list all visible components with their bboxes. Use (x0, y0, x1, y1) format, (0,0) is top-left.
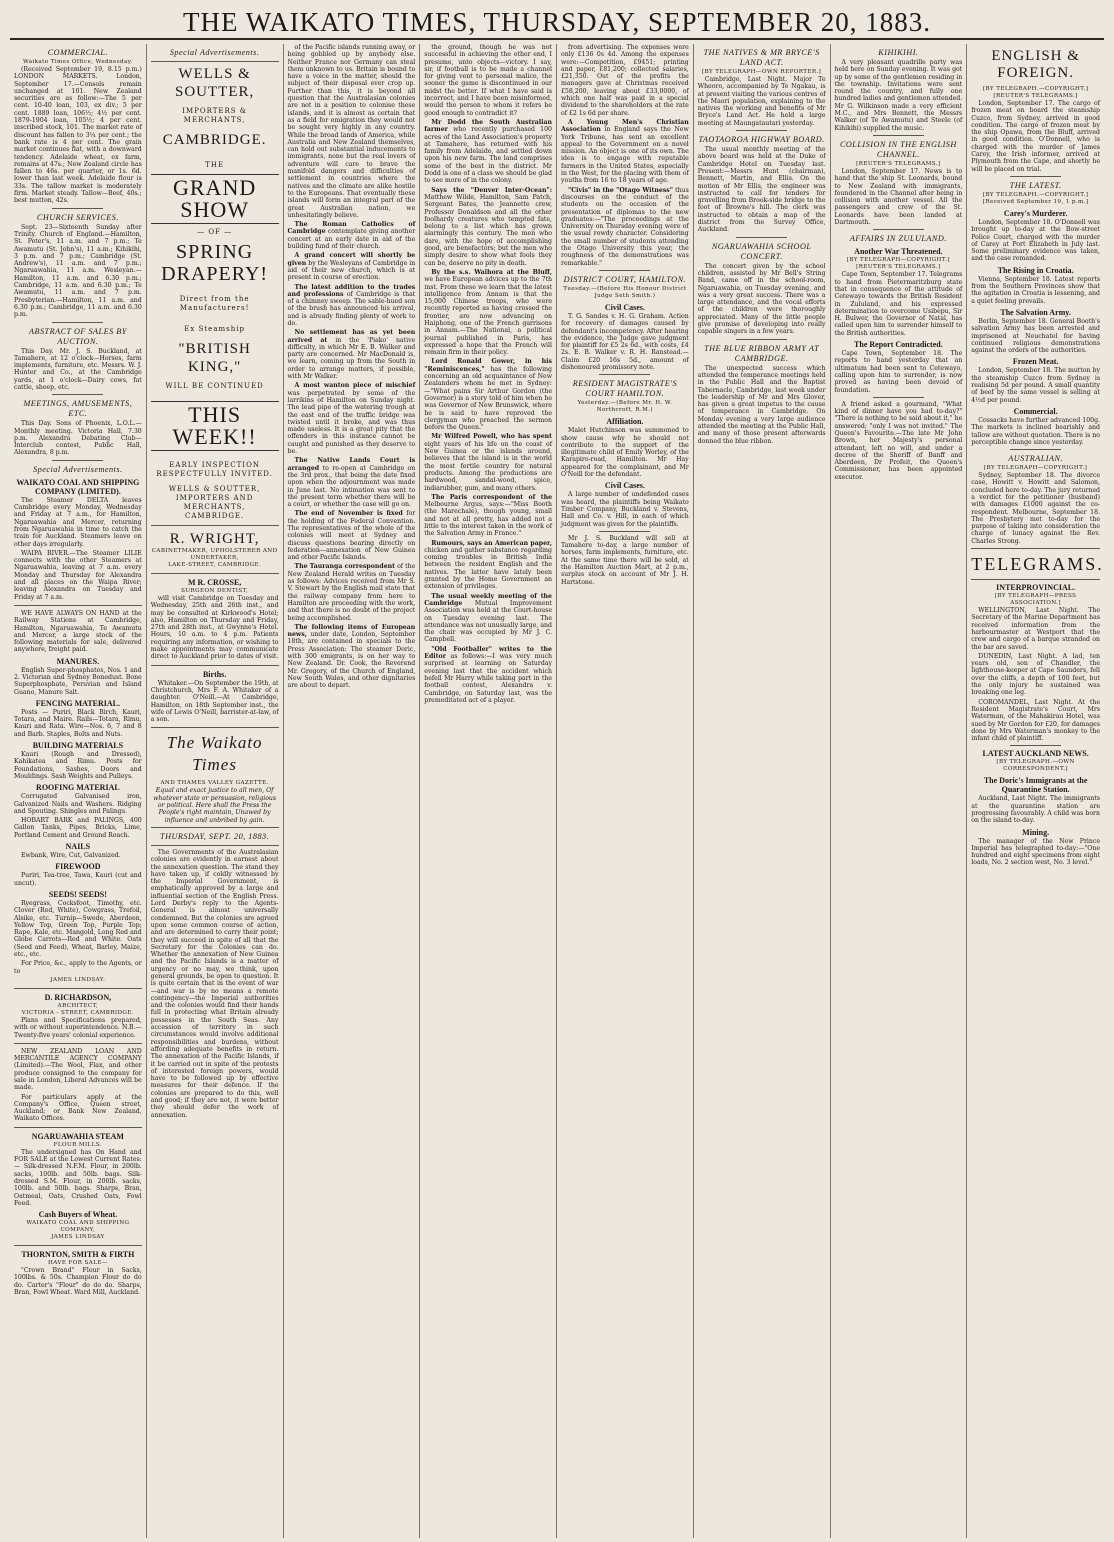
masthead (10, 6, 1104, 40)
district-civil: Civil Cases. (604, 302, 645, 312)
crosse-sub: SURGEON DENTIST, (181, 588, 249, 594)
resident-civil-body: A large number of undefended cases was heard, the plaintiffs being Waikato Timber Company, Buckland v. Stevens, Hall and Co. v. Hill, in each of which judgment was given for the plaintiffs. (561, 491, 689, 528)
ymca-heading: A Young Men's Christian Association (561, 118, 689, 134)
building-body: Kauri (Rough and Dressed), Kahikatea and Rimu. Posts for Foundations, Sashes, Doors and Mouldings. Sash Weights and Pulleys. (14, 751, 142, 780)
english-sub: [BY TELEGRAPH.—COPYRIGHT.] (982, 86, 1089, 92)
heading-church: CHURCH SERVICES. (36, 212, 119, 222)
column-5 (557, 44, 694, 1538)
tauranga-heading: The Tauranga correspondent (294, 563, 396, 571)
resident-body: Malet Hutchinson was summoned to show cause why he should not contribute to the support of the illegitimate child of Emily Worley, of the Karapiro-road, Hamilton. Mr Hay appeared for the complainant, and Mr O'Neill for the defendant. (561, 427, 689, 479)
paper-sub: AND THAMES VALLEY GAZETTE. (160, 780, 269, 787)
nzloan-body-2: For particulars apply at the Company's Office, Queen street, Auckland; or Bank New Zealand, Waikato Offices. (14, 1093, 142, 1123)
leader-body: The Governments of the Australasian colonies are evidently in earnest about the annexation question. The stand they have taken up, if coldly witnessed by the Imperial Government, is emphatically approved by a large and influential section of the English Press. Lord Derby's reply to the Agents-General is almost universally condemned. But the colonies are agreed upon some common course of action, and are determined to carry their point; they will succeed in spite of all that the Secretary for the Colonies can do. Whether the annexation of New Guinea and the Pacific Islands is a matter of urgency or no may, we think, upon general grounds, be open to question. It is quite certain that in the event of war—and war is by no means a remote contingency—the Imperial authorities and the colonies would find their hands full in protecting what Britain already possesses in the South Seas. Any accession of territory in such circumstances would involve additional responsibilities and burdens, without affording adequate benefits in return. The annexation of the Pacific Islands, if it be carried out in spite of the protests of interested foreign powers, would have to be followed up by effective measures for their defence. If the colonies are prepared to do this, well and good; if they are not, it were better they should defer the work of annexation. (150, 848, 279, 1119)
following-heading: The following items of European news, (287, 623, 416, 639)
divider (52, 208, 103, 209)
interprov-heading: INTERPROVINCIAL. (996, 583, 1076, 593)
resident-sub: Yesterday.—(Before Mr. H. W. Northcroft, R.M.) (577, 400, 673, 414)
firewood-body: Puriri, Tea-tree, Tawa, Kauri (cut and uncut). (14, 872, 142, 887)
settlement-heading: No settlement has as yet been arrived at (287, 329, 416, 344)
ymca-body: in England says the New York Tribune, has sent an excellent appeal to the Government on a novel mission. An object is one of its own. The idea is to engage with reputable farmers in the United States, especially in the West, for the placing with them of youths from 16 to 18 years of age. (561, 126, 689, 185)
waikato-coal-body: The Steamer DELTA leaves Cambridge every Monday, Wednesday and Friday at 7 a.m., for Hamilton, Ngaruawahia and Mercer, returning from Ngaruawahia in time to catch the train for Auckland. Steamers leave on other days irregularly. (14, 496, 142, 548)
hobart-body: HOBART BARK and PALINGS, 400 Gallon Tanks, Pipes, Bricks, Lime, Portland Cement and Ground Roach. (14, 817, 142, 839)
rumours-body: chicken and gather substance regarding coming troubles in British India between the resident English and the natives. The latter have lately been granted by the Home Government an extension of privileges. (424, 546, 552, 591)
seeds-body: Ryegrass, Cocksfoot, Timothy, etc. Clover (Red, White), Cowgrass, Trefoil, Alsike, etc. Turnip—Swede, Aberdeen, Yellow Top, Green Top, Purple Top; Rape, Kale, etc. Mangold, Long Red and Globe Carrots—Red and White. Oats (Seed and Feed), Wheat, Barley, Maize, etc., etc. (14, 899, 142, 959)
interprov-body: WELLINGTON, Last Night. The Secretary of the Marine Department has received information from the harbourmaster at Westport that the crew and cargo of a barque stranded on the bar are saved. (971, 607, 1100, 651)
wells-place: CAMBRIDGE. (162, 132, 267, 148)
resident-civil: Civil Cases. (604, 481, 645, 491)
ad-separator (151, 573, 279, 574)
collision-heading: COLLISION IN THE ENGLISH CHANNEL. (839, 139, 957, 159)
following-body: under date, London, September 18th, are contained in specials to the Press Association: The steamer Doric, with 300 emigrants, is on her way to New Zealand. Dr. Cook, the Reverend Mr. Gregory, of the Church of England, New South Wales, and other dignitaries are about to depart. (287, 631, 416, 690)
end-body: for the holding of the Federal Convention. The representatives of the whole of the colonies will meet at Sydney and discuss questions bearing directly on federation—annexation of New Guinea and other Pacific Islands. (287, 510, 416, 562)
divider (52, 322, 103, 323)
nails-title: NAILS (65, 842, 91, 852)
roman-body: contemplate giving another concert at an early date in aid of the building fund of their church. (287, 228, 416, 251)
date-line: THURSDAY, SEPT. 20, 1883. (160, 831, 270, 841)
lindsay-sign: JAMES LINDSAY. (50, 976, 106, 983)
divider (52, 394, 103, 395)
gower-heading: Lord Ronald Gower, in his "Reminiscences," (424, 358, 552, 373)
powell-body: eight years of his life on the coast of New Guinea or the islands around, believes that the island is in the world the most fertile country for natural products. Among the productions are hardwood, sandal-wood, spice, indiarubber, gum, and many others. (424, 440, 552, 492)
ngaru-school-body: The concert given by the school children, assisted by Mr Bell's String Band, came off in the school-room, Ngaruawahia, on Tuesday evening, and was a very great success. There was a large attendance, and the vocal efforts of the children were thoroughly appreciated. Many of the little people give promise of developing into really capable singers in a few years. (697, 262, 826, 336)
district-body: T. G. Sandes v. H. G. Graham. Action for recovery of damages caused by defendant's incompetency. After hearing the evidence, the Judge gave judgment for plaintiff for £5 2s 6d., with costs, £4 2s. E. B. Walker v. R. H. Ranstead.—Claim £20 16s 5d., amount of dishonoured promissory note. (561, 312, 689, 371)
latest-heading: THE LATEST. (1009, 180, 1062, 190)
kihikihi-heading: KIHIKIHI. (878, 48, 919, 57)
denver-body: Matthew Wilde, Hamilton, Sam Patch, Sergeant Bates, the Jeannette crew, Professor Donaldson and all the other foolhardy creatures who tempted fate, belong to a list which has grown alarmingly this century. The men who dare, with the hope of accomplishing good, are benefactors; but the men who simply desire to show what fools they can be, deserve no pity in death. (424, 193, 552, 267)
this-week-title: THIS WEEK!! (151, 401, 279, 451)
auckland-heading: LATEST AUCKLAND NEWS. (982, 749, 1089, 759)
zulu-sub-2: [REUTER'S TELEGRAMS.] (856, 264, 941, 271)
divider (1010, 745, 1062, 746)
croatia-heading: The Rising in Croatia. (997, 265, 1074, 275)
waipa-body: WAIPA RIVER.—The Steamer LILIE connects with the other Steamers at Ngaruawahia, leaving at 7 a.m. every Monday and Thursday for Alexandra and all places on the Waipa River; leaving Alexandra on Tuesday and Friday at 7 a.m. (14, 549, 142, 601)
roman-heading: The Roman Catholics of Cambridge (287, 221, 416, 236)
nails-body: Ewbank, Wire, Cut, Galvanized. (21, 852, 121, 860)
australian-heading: AUSTRALIAN. (1008, 454, 1064, 464)
salvation-heading: The Salvation Army. (1000, 307, 1071, 317)
column-3 (284, 44, 421, 1538)
crosse-body: will visit Cambridge on Tuesday and Wednesday, 25th and 26th inst., and may be consulted at Kirkwood's Hotel; also, Hamilton on Thursday and Friday, 27th and 28th inst., at Gwynne's Hotel. Hours, 10 a.m. to 4 p.m. Patients requiring any information, or wishing to make appointments may communicate direct to Auckland prior to dates of visit. (150, 595, 279, 661)
english-sub-2: [REUTER'S TELEGRAMS.] (993, 93, 1078, 99)
richardson-addr: VICTORIA - STREET, CAMBRIDGE. (21, 1009, 134, 1016)
mining-body: The manager of the New Prince Imperial has telegraphed to-day:—"One hundred and eight specimens from eight loads, No. 2 section west, No. 3 level." (971, 837, 1100, 867)
footballer-body: as follows:—I was very much surprised at learning on Saturday evening last that the accident which befell Mr Harry while taking part in the football contest, Alexandra v. Cambridge, on Saturday last, was the premeditated act of a player. (424, 653, 552, 704)
of-label: — OF — (197, 228, 233, 236)
resident-affiliation: Affiliation. (606, 417, 644, 427)
native-body: to re-open at Cambridge on the 3rd prox., that being the date fixed upon when the adjournment was made in June last. No intimation was sent to the present term whether there will be a court, or whether the case will go on. (287, 464, 416, 509)
coromandel-body: COROMANDEL, Last Night. At the Resident Magistrate's Court, Mrs Waterman, of the Mahakirau Hotel, was sued by Mr Gordon for £20, for damages done by Mrs Waterman's monkey to the infant child of plaintiff. (971, 698, 1100, 743)
natives-body: Cambridge, Last Night. Major Te Wheoro, accompanied by Te Ngakau, is at present visiting the various centres of the Maori population, explaining to the natives the working and benefits of Mr Bryce's Land Act. He held a large meeting at Maungatautari yesterday. (697, 76, 826, 127)
sale-body: Mr J. S. Buckland will sell at Tamahere to-day, a large number of horses, farm implements, furniture, etc. At the same time there will be sold, at the Hamilton Auction Mart, at 2 p.m., surplus stock on account of Mr J. H. Hartstone. (561, 534, 689, 586)
wright-title: R. WRIGHT, (169, 531, 260, 547)
divider (873, 397, 924, 398)
commercial2-heading: Commercial. (1013, 406, 1058, 416)
firewood-title: FIREWOOD (55, 862, 101, 872)
salvation-body: Berlin, September 18. General Booth's salvation Army has been arrested and imprisoned at Neuchatel for having continued religious demonstrations against the orders of the authorities. (971, 317, 1100, 355)
nzloan-body: NEW ZEALAND LOAN AND MERCANTILE AGENCY COMPANY (Limited).—The Wool, Flax, and other produce consigned to the company for sale in London, Liberal Advances will be made. (14, 1047, 142, 1092)
mischief-heading: A most wanton piece of mischief (294, 382, 416, 390)
concert-body: by the Wesleyans of Cambridge in aid of their new church, which is at present in course of erection. (287, 259, 416, 282)
heading-special-ads: Special Advertisements. (33, 464, 123, 474)
building-title: BUILDING MATERIALS (32, 741, 124, 751)
trades-body: of Cambridge is that of a chimney sweep. The sable-hued son of the brush has announced his arrival, and is already finding plenty of work to do. (287, 290, 416, 327)
divider (736, 237, 787, 238)
heading-commercial: COMMERCIAL. (47, 48, 109, 57)
ad-separator (151, 665, 279, 666)
column-4 (420, 44, 557, 1538)
rates-body: For Price, &c., apply to the Agents, or to (14, 960, 142, 975)
wells-title: WELLS & SOUTTER, (175, 66, 255, 100)
divider (151, 845, 279, 846)
importers-again: IMPORTERS AND MERCHANTS, (175, 494, 254, 511)
thornton-title: THORNTON, SMITH & FIRTH (21, 1250, 135, 1260)
ngaru-mills-title: NGARUAWAHIA STEAM (31, 1131, 124, 1141)
divider (736, 339, 787, 340)
english-body: London, September 17. The cargo of frozen meat on board the steamship Cuzco, from Sydney, arrived in good condition. The cargo of frozen meat by the ship Opawa, from the Bluff, arrived in good condition. O'Donnell, who is charged with the murder of James Carey, the Irish informer, arrived at Plymouth from the Cape, and shortly he will be placed on trial. (971, 100, 1100, 173)
frozen-body: London, September 18. The mutton by the steamship Cuzco from Sydney is realising 5d per pound. A small quantity of beef by the same vessel is selling at 4½d per pound. (971, 367, 1100, 404)
divider (971, 579, 1100, 580)
thornton-sub: HAVE FOR SALE— (47, 1260, 108, 1267)
grand-show-title: GRAND SHOW (151, 174, 279, 224)
wright-sub: CABINETMAKER, UPHOLSTERER AND UNDERTAKER, (151, 548, 278, 561)
ad-separator (14, 1043, 142, 1044)
interprov-body-2: DUNEDIN, Last Night. A lad, ten years old, son of Chandler, the lighthouse-keeper at Cape Saunders, fell over the cliffs, a depth of 100 feet, but the only injury he sustained was breaking one leg. (971, 652, 1100, 697)
manures-title: MANURES. (56, 656, 100, 666)
divider (599, 374, 650, 375)
british-king: "BRITISH KING," (178, 341, 251, 375)
blue-ribbon-heading: THE BLUE RIBBON ARMY AT CAMBRIDGE. (704, 343, 820, 363)
zulu-body: Cape Town, September 17. Telegrams to hand from Pietermaritzburg state that in consequence of the attitude of Cetewayo towards the British Resident in Zululand, and his expressed determination to overcome Usibepu, Sir H. Bulwer, the Governor of Natal, has called upon him to surrender himself to the British authorities. (834, 271, 963, 337)
col3-body-a: of the Pacific islands running away, or being gobbled up by anybody else. Neither France nor Germany can steal them unknown to us. Britain is bound to have a voice in the matter, should the subject of their disposal ever crop up. Further than this, it is beyond all question that the Australasian colonies are not in a position to colonise these islands, and it is almost as certain that as a field for emigration they would not be sought very highly in any country. While the broad lands of America, while Australia and New Zealand themselves, can hold out substantial inducements to immigrants, none but the real lovers of adventure will care to brave the manifold dangers and difficulties of settlement in countries where the natives and the climate are alike hostile to the Europeans. That eventually these islands will form an integral part of the great Australian nation, we unhesitatingly believe. (287, 44, 416, 219)
direct-line: Direct from the Manufacturers! (179, 295, 250, 312)
ad-separator (14, 1127, 142, 1128)
commercial2-body: Cossacks have further advanced 100g. The markets is inclined bearishly and tallow are without quotation. There is no perceptible change since yesterday. (971, 416, 1100, 446)
collision-body: London, September 17. News is to hand that the ship St. Leonards, bound to New Zealand with immigrants, foundered in the Channel after being in collision with another vessel. All the passengers and crew of the St. Leonards have been landed at Dartmouth. (834, 167, 963, 227)
annual-body: Mutual Improvement Association was held at the Court-house on Tuesday evening last. The attendance was not unusually large, and the chair was occupied by Mr J. C. Campbell. (424, 599, 552, 644)
ngaru-mills-body: The undersigned has On Hand and FOR SALE at the Lowest Current Rates:— Silk-dressed N.F.M. Flour, in 200lb. sacks, 100lb. and 50lb. bags. Silk-dressed S.M. Flour, in 200lb. sacks, 100lb. and 50lb. bags. Sharps, Bran, Oatmeal, Oats, Crushed Oats, Fowl Feed. (14, 1148, 142, 1207)
natives-heading: THE NATIVES & MR BRYCE'S LAND ACT. (703, 48, 820, 67)
native-heading: The Native Lands Court is arranged (287, 457, 416, 472)
cambridge-again: CAMBRIDGE. (184, 512, 245, 520)
divider (599, 270, 650, 271)
dodd-body: who recently purchased 100 acres of the Land Association's property at Tamahere, has returned with his family from Adelaide, and settled down upon his new farm. The land comprises some of the best in the district. Mr Dodd is one of a class we should be glad to see more of in the colony. (424, 126, 552, 185)
divider (971, 548, 1100, 549)
richardson-sub: ARCHITECT, (57, 1002, 99, 1009)
wright-place: LAKE-STREET, CAMBRIDGE. (168, 562, 262, 568)
inspection-line: EARLY INSPECTION RESPECTFULLY INVITED. (156, 461, 273, 478)
kihikihi-body: A very pleasant quadrille party was held here on Sunday evening. It was got up by some of the gentlemen residing in the township. Invitations were sent round the country, and fully one hundred ladies and gentlemen attended. Mr G. Wilkinson made a very efficient M.C., and Mrs Bennett, the Messrs Walker (of Te Awamutu) and Steele (of Kihikihi) supplied the music. (834, 59, 963, 132)
tauranga-body: of the New Zealand Herald writes on Tuesday as follows: Advices received from Mr S. V. Stewart by the English mail state that the railway company from here to Hamilton are proceeding with the work, and that there is no doubt of the project being accomplished. (287, 563, 416, 622)
zulu-threat: Another War Threatened. (854, 247, 943, 257)
thornton-body: "Crown Brand" Flour in Sacks, 100lbs. & 50s. Champion Flour do do do. Carter's "Flour" do do do. Sharps, Bran, Fowl Wheat. Ward Mill, Auckland. (14, 1267, 142, 1297)
columns (10, 44, 1104, 1538)
col4-body-a: the ground, though he was not successful in achieving the other end, I presume, unto objects—victory. I say, sir, if football is to be made a channel for giving vent to personal malice, the sooner the game is discontinued in our midst the better. If what I have said is incorrect, and I have been misinformed, would the person to whom it refers be good enough to contradict it? (424, 44, 552, 117)
carey-body: London, September 18. O'Donnell was brought up to-day at the Bow-street Police Court, charged with the murder of Carey at Port Elizabeth in July last. Some preliminary evidence was taken, and the case remanded. (971, 218, 1100, 263)
footballer-heading: "Old Footballer" writes to the Editor (424, 645, 552, 661)
powell-heading: Mr Wilfred Powell, who has spent (431, 433, 552, 441)
english-foreign-heading: ENGLISH & FOREIGN. (991, 48, 1080, 81)
motto: Equal and exact justice to all men, Of whatever state or persuasion, religious or political. Here shall the Press the People's right maintain, Unawed by influence and unbribed by gain. (153, 787, 277, 824)
cash-company: WAIKATO COAL AND SHIPPING COMPANY, (26, 1220, 130, 1234)
ad-separator (14, 605, 142, 606)
friend-body: A friend asked a gourmand, "What kind of dinner have you had to-day?" "There is nothing to be said about it," he answered; "only I was not invited." The Queen's Favourite.—The late Mr John Brown, her Majesty's personal attendant, left no will, and under a decree of the Sheriff of Banff and Aberdeen, Dr Profeit, the Queen's Commissioner, has been appointed executor. (834, 400, 963, 481)
column-7 (831, 44, 968, 1538)
interprov-sub: [BY TELEGRAPH—PRESS ASSOCIATION.] (994, 593, 1077, 607)
resident-heading: RESIDENT MAGISTRATE'S COURT HAMILTON. (572, 379, 678, 399)
cash-lindsay: JAMES LINDSAY (51, 1234, 105, 1241)
paper-title: The Waikato Times (166, 733, 263, 775)
commercial-body: (Received September 19, 8.15 p.m.) LONDON MARKETS. London, September 17.—Consols remain unchanged at 101. New Zealand securities are as follow:—The 5 per cent. 10-40 loan, 103, ex div.; 5 per cent. 1889 loan, 106½; 4½ per cent. 1879-1904 loan, 105½; 4 per cent. inscribed stock, 101. The market rate of discount has fallen to 3¼ per cent.; the bank rate is 4 per cent. The grain market continues flat, with a downward tendency. Adelaide wheat, ex farm, remains at 47s.; New Zealand circle has fallen to 46s. per quarter, or 1s. 6d. lower than last week. Adelaide flour is 33s. The tallow market is moderately firm. Market steady. Tallow—Beef, 40s.; best mutton, 42s. (14, 66, 142, 205)
taotaoroa-body: The usual monthly meeting of the above board was held at the Duke of Cambridge Hotel on Tuesday last. Present:—Messrs Hunt (chairman), Bennett, Martin, and Ellis. On the motion of Mr Ellis, the engineer was instructed to call for tenders for gravelling from Brook-side bridge to the foot of Browne's hill. The clerk was instructed to obtain a map of the district from the Survey Office, Auckland. (697, 146, 826, 234)
wells-again: WELLS & SOUTTER, (168, 485, 261, 493)
seeds-title: SEEDS! SEEDS! (48, 889, 107, 899)
church-body: Sept. 23—Sixteenth Sunday after Trinity. Church of England.—Hamilton, St. Peter's, 11 a.m. and 7 p.m.; Te Awamutu (St. John's), 11 a.m.; Kihikihi, 3 p.m. and 7 p.m.; Cambridge (St. Andrew's), 11 a.m. and 7 p.m.; Ngaruawahia, 11 a.m. Wesleyan.—Hamilton, 11 a.m. and 6.30 p.m.; Cambridge, 11 a.m. and 6.30 p.m.; Te Awamutu, 11 a.m. and 7 p.m. Presbyterian.—Hamilton, 11 a.m. and 6.30 p.m.; Cambridge, 11 a.m. and 6.30 p.m. (14, 223, 142, 319)
births-title: Births. (202, 669, 227, 679)
ngaru-mills-sub: FLOUR MILLS. (53, 1141, 103, 1148)
ex-steamship: Ex Steamship (184, 325, 245, 333)
concert-heading: A grand concert will shortly be given (287, 252, 416, 267)
taotaoroa-heading: TAOTAOROA HIGHWAY BOARD. (698, 135, 825, 145)
richardson-title: D. RICHARDSON, (44, 992, 112, 1002)
collision-sub: [REUTER'S TELEGRAMS.] (856, 160, 941, 167)
column-2 (147, 44, 284, 1538)
zulu-sub: [BY TELEGRAPH—COPYRIGHT.] (846, 257, 950, 264)
roofing-title: ROOFING MATERIAL (36, 783, 120, 793)
waikato-coal-title: WAIKATO COAL AND SHIPPING COMPANY (LIMITED). (16, 477, 140, 496)
croatia-body: Vienna, September 18. Latest reports from the Southern Provinces show that the agitation in Croatia is lessening, and a quiet feeling prevails. (971, 275, 1100, 305)
crosse-title: M R. CROSSE, (187, 578, 242, 587)
divider (151, 61, 279, 62)
meetings-body: This Day. Sons of Phoenix, L.O.L.—Monthly meeting. Victoria Hall, 7.30 p.m. Alexandra Debating Club—Interclub contest, Public Hall, Alexandra, 8 p.m. (14, 420, 142, 457)
roofing-body: Corrugated Galvanised iron, Galvanized Nails and Washers. Ridging and Spouting. Shingles and Palings. (14, 793, 142, 815)
australian-body: Sydney, September 18. The divorce case, Howitt v. Howitt and Salomon, concluded here to-day. The jury returned a verdict for the petitioner (husband) with damages £1000 against the co-respondent. Melbourne, September 18. The Presbytery met to-day for the purpose of taking into consideration the charge of lunacy against the Rev. Charles Strong. (971, 472, 1100, 545)
frozen-heading: Frozen Meat. (1012, 357, 1059, 367)
district-heading: DISTRICT COURT, HAMILTON. (563, 274, 687, 284)
cash-title: Cash Buyers of Wheat. (38, 1210, 118, 1220)
carey-heading: Carey's Murderer. (1003, 208, 1068, 218)
paris-body: Melbourne Argus, says:—"Miss Booth (the Marechale), though young, small and not at all pretty, has added not a little to the interest taken in the work of the Salvation Army in France." (424, 501, 552, 538)
paris-heading: The Paris correspondent of the (431, 493, 552, 501)
heading-special-ads: Special Advertisements. (169, 48, 260, 57)
heading-meetings: MEETINGS, AMUSEMENTS, ETC. (23, 399, 133, 419)
column-1 (10, 44, 147, 1538)
australian-sub: [BY TELEGRAPH—COPYRIGHT.] (984, 465, 1088, 472)
heading-abstract: ABSTRACT OF SALES BY AUCTION. (28, 326, 127, 346)
the-label: THE (205, 161, 225, 169)
continued-line: WILL BE CONTINUED (165, 382, 264, 390)
births-body: Whitaker.—On September the 19th, at Christchurch, Mrs F. A. Whitaker of a daughter. O'Neill.—At Cambridge, Hamilton, on 18th September inst., the wife of Lewis O'Neill, barrister-at-law, of a son. (150, 679, 279, 724)
wells-sub: IMPORTERS & MERCHANTS, (182, 107, 248, 124)
dodd-heading: Mr Dodd the South Australian farmer (424, 118, 552, 134)
fencing-title: FENCING MATERIAL. (35, 698, 121, 708)
ngaru-school-heading: NGARUAWAHIA SCHOOL CONCERT. (711, 241, 812, 261)
settlement-body: in the 'Piako' native difficulty, in which Mr E. B. Walker and party are concerned. Mr MacDonald is, we learn, coming up from the South in order to arrange matters, if possible, with Mr Walker. (287, 336, 416, 381)
divider (1010, 176, 1062, 177)
trades-heading: The latest addition to the trades and professions (287, 283, 416, 298)
divider (1010, 449, 1062, 450)
divider (873, 135, 924, 136)
report-heading: The Report Contradicted. (854, 340, 943, 350)
column-8 (967, 44, 1104, 1538)
divider (599, 531, 650, 532)
mining-heading: Mining. (1022, 827, 1050, 837)
district-sub: Tuesday.—(Before His Honour District Judge Seth Smith.) (563, 285, 687, 299)
doric-heading: The Doric's Immigrants at the Quarantine Station. (983, 776, 1088, 795)
doric-body: Auckland, Last Night. The immigrants at the quarantine station are progressing favourably. A child was born on the island to-day. (971, 795, 1100, 825)
latest-sub: [BY TELEGRAPH.—COPYRIGHT.] (982, 191, 1089, 198)
report-body: Cape Town, September 18. The reports to hand yesterday that an ultimatum had been sent to Cetewayo, calling upon him to surrender, is now proved as having been devoid of foundation. (834, 350, 963, 394)
blue-ribbon-body: The unexpected success which attended the temperance meetings held in the Public Hall and the Baptist Tabernacle, Cambridge, last week under the leadership of Mr and Mrs Glover, has given a great impetus to the cause of temperance in Cambridge. On Monday evening a very large audience attended the meeting at the Public Hall, and many of those present afterwards donned the blue ribbon. (697, 364, 826, 445)
waihora-body: we have European advices up to the 7th inst. From these we learn that the latest intelligence from Annam is that the 15,000 Chinese troops, who were recently reported as having crossed the frontier, are now advancing on Haiphong, one of the French garrisons in Annam.—The National, a political journal published in Paris, has expressed a hope that the French will remain firm in their policy. (424, 276, 552, 357)
auckland-sub: [BY TELEGRAPH.—OWN CORRESPONDENT.] (996, 759, 1075, 773)
civis-heading: "Civis" in the "Otago Witness" (568, 186, 674, 194)
gower-body: has the following concerning an old acquaintance of New Zealanders whom he met in Sydney:—"What pains Sir Arthur Gordon (the Governor) is a story told of him when he was Governor of New Brunswick, where he is said to have reproved the clergyman who preached the sermon before the Queen." (424, 365, 552, 432)
abstract-body: This Day. Mr. J. S. Buckland, at Tamahere, at 12 o'clock—Horses, farm implements, furniture, etc. Messrs. W. J. Hunter and Co., at the Cambridge yards, at 1 o'clock—Dairy cows, fat cattle, sheep, etc. (14, 347, 142, 391)
ad-separator (151, 525, 279, 526)
divider (52, 460, 103, 461)
civis-body: thus discourses on the conduct of the students on the occasion of the presentation of diplomas to the new graduates:—"The proceedings at the University on Thursday evening were of the usual rowdy character. Considering the small number of students attending the Otago University this year, the roughness of the demonstrations was remarkable." (561, 186, 689, 267)
ad-separator (14, 1245, 142, 1246)
denver-heading: Says the "Denver Inter-Ocean": (431, 186, 552, 194)
ad-separator (151, 727, 279, 728)
mischief-body: was perpetrated by some of the larrikins of Hamilton on Sunday night. The lead pipe of the watering trough at the east end of the traffic bridge was twisted until it broke, and was thus made useless. It is a great pity that the offenders in this instance cannot be caught and punished as they deserve to be. (287, 389, 416, 456)
divider (873, 229, 924, 230)
end-heading: The end of November is fixed (294, 510, 403, 518)
manures-body: English Super-phosphates, Nos. 1 and 2. Victorian and Sydney Bonedust. Bone Superphosphate, Peruvian and Island Guano, Manure Salt. (14, 666, 142, 696)
masthead-title: THE WAIKATO TIMES, THURSDAY, SEPTEMBER 20, 1883. (182, 6, 932, 37)
natives-sub: [BY TELEGRAPH—OWN REPORTER.] (702, 69, 822, 75)
fencing-body: Posts — Puriri, Black Birch, Kauri, Totara, and Maire. Rails—Totara, Rimu, Kauri and Rata. Wire—Nos. 6, 7 and 8 and Barb. Staples, Bolts and Nuts. (14, 708, 142, 738)
zululand-heading: AFFAIRS IN ZULULAND. (849, 234, 947, 244)
column-6 (694, 44, 831, 1538)
rumours-heading: Rumours, says an American paper, (431, 539, 552, 547)
annual-heading: The usual weekly meeting of the Cambridge (424, 592, 552, 607)
divider (151, 827, 279, 828)
col5-body-a: from advertising. The expenses were only £136 0s 4d. Among the expenses were:—Competition, £9451; printing and paper, £81,200; collected salaries, £21,350. Out of the profits the managers gave at Christmas received £58,200, leaving about £33,0000, of which one half was paid in a special dividend to the shareholders at the rate of £2 1s 6d per share. (561, 44, 689, 117)
spring-drapery-title: SPRING DRAPERY! (161, 241, 269, 285)
richardson-body: Plans and Specifications prepared, with or without superintendence. N.B.—Twenty-five years' colonial experience. (14, 1016, 142, 1039)
latest-sub-2: [Received September 19, 1 p.m.] (982, 198, 1089, 205)
waihora-heading: By the s.s. Waihora at the Bluff, (431, 268, 552, 276)
divider (736, 130, 787, 131)
commercial-sub: Waikato Times Office, Wednesday. (23, 59, 133, 65)
telegrams-title: TELEGRAMS. (971, 554, 1104, 575)
hand-body: WE HAVE ALWAYS ON HAND at the Railway Stations at Cambridge, Hamilton, Ngaruawahia, Te Awamutu and Mercer, a large stock of the following materials for sale, delivered anywhere, freight paid. (14, 609, 142, 654)
ad-separator (14, 988, 142, 989)
